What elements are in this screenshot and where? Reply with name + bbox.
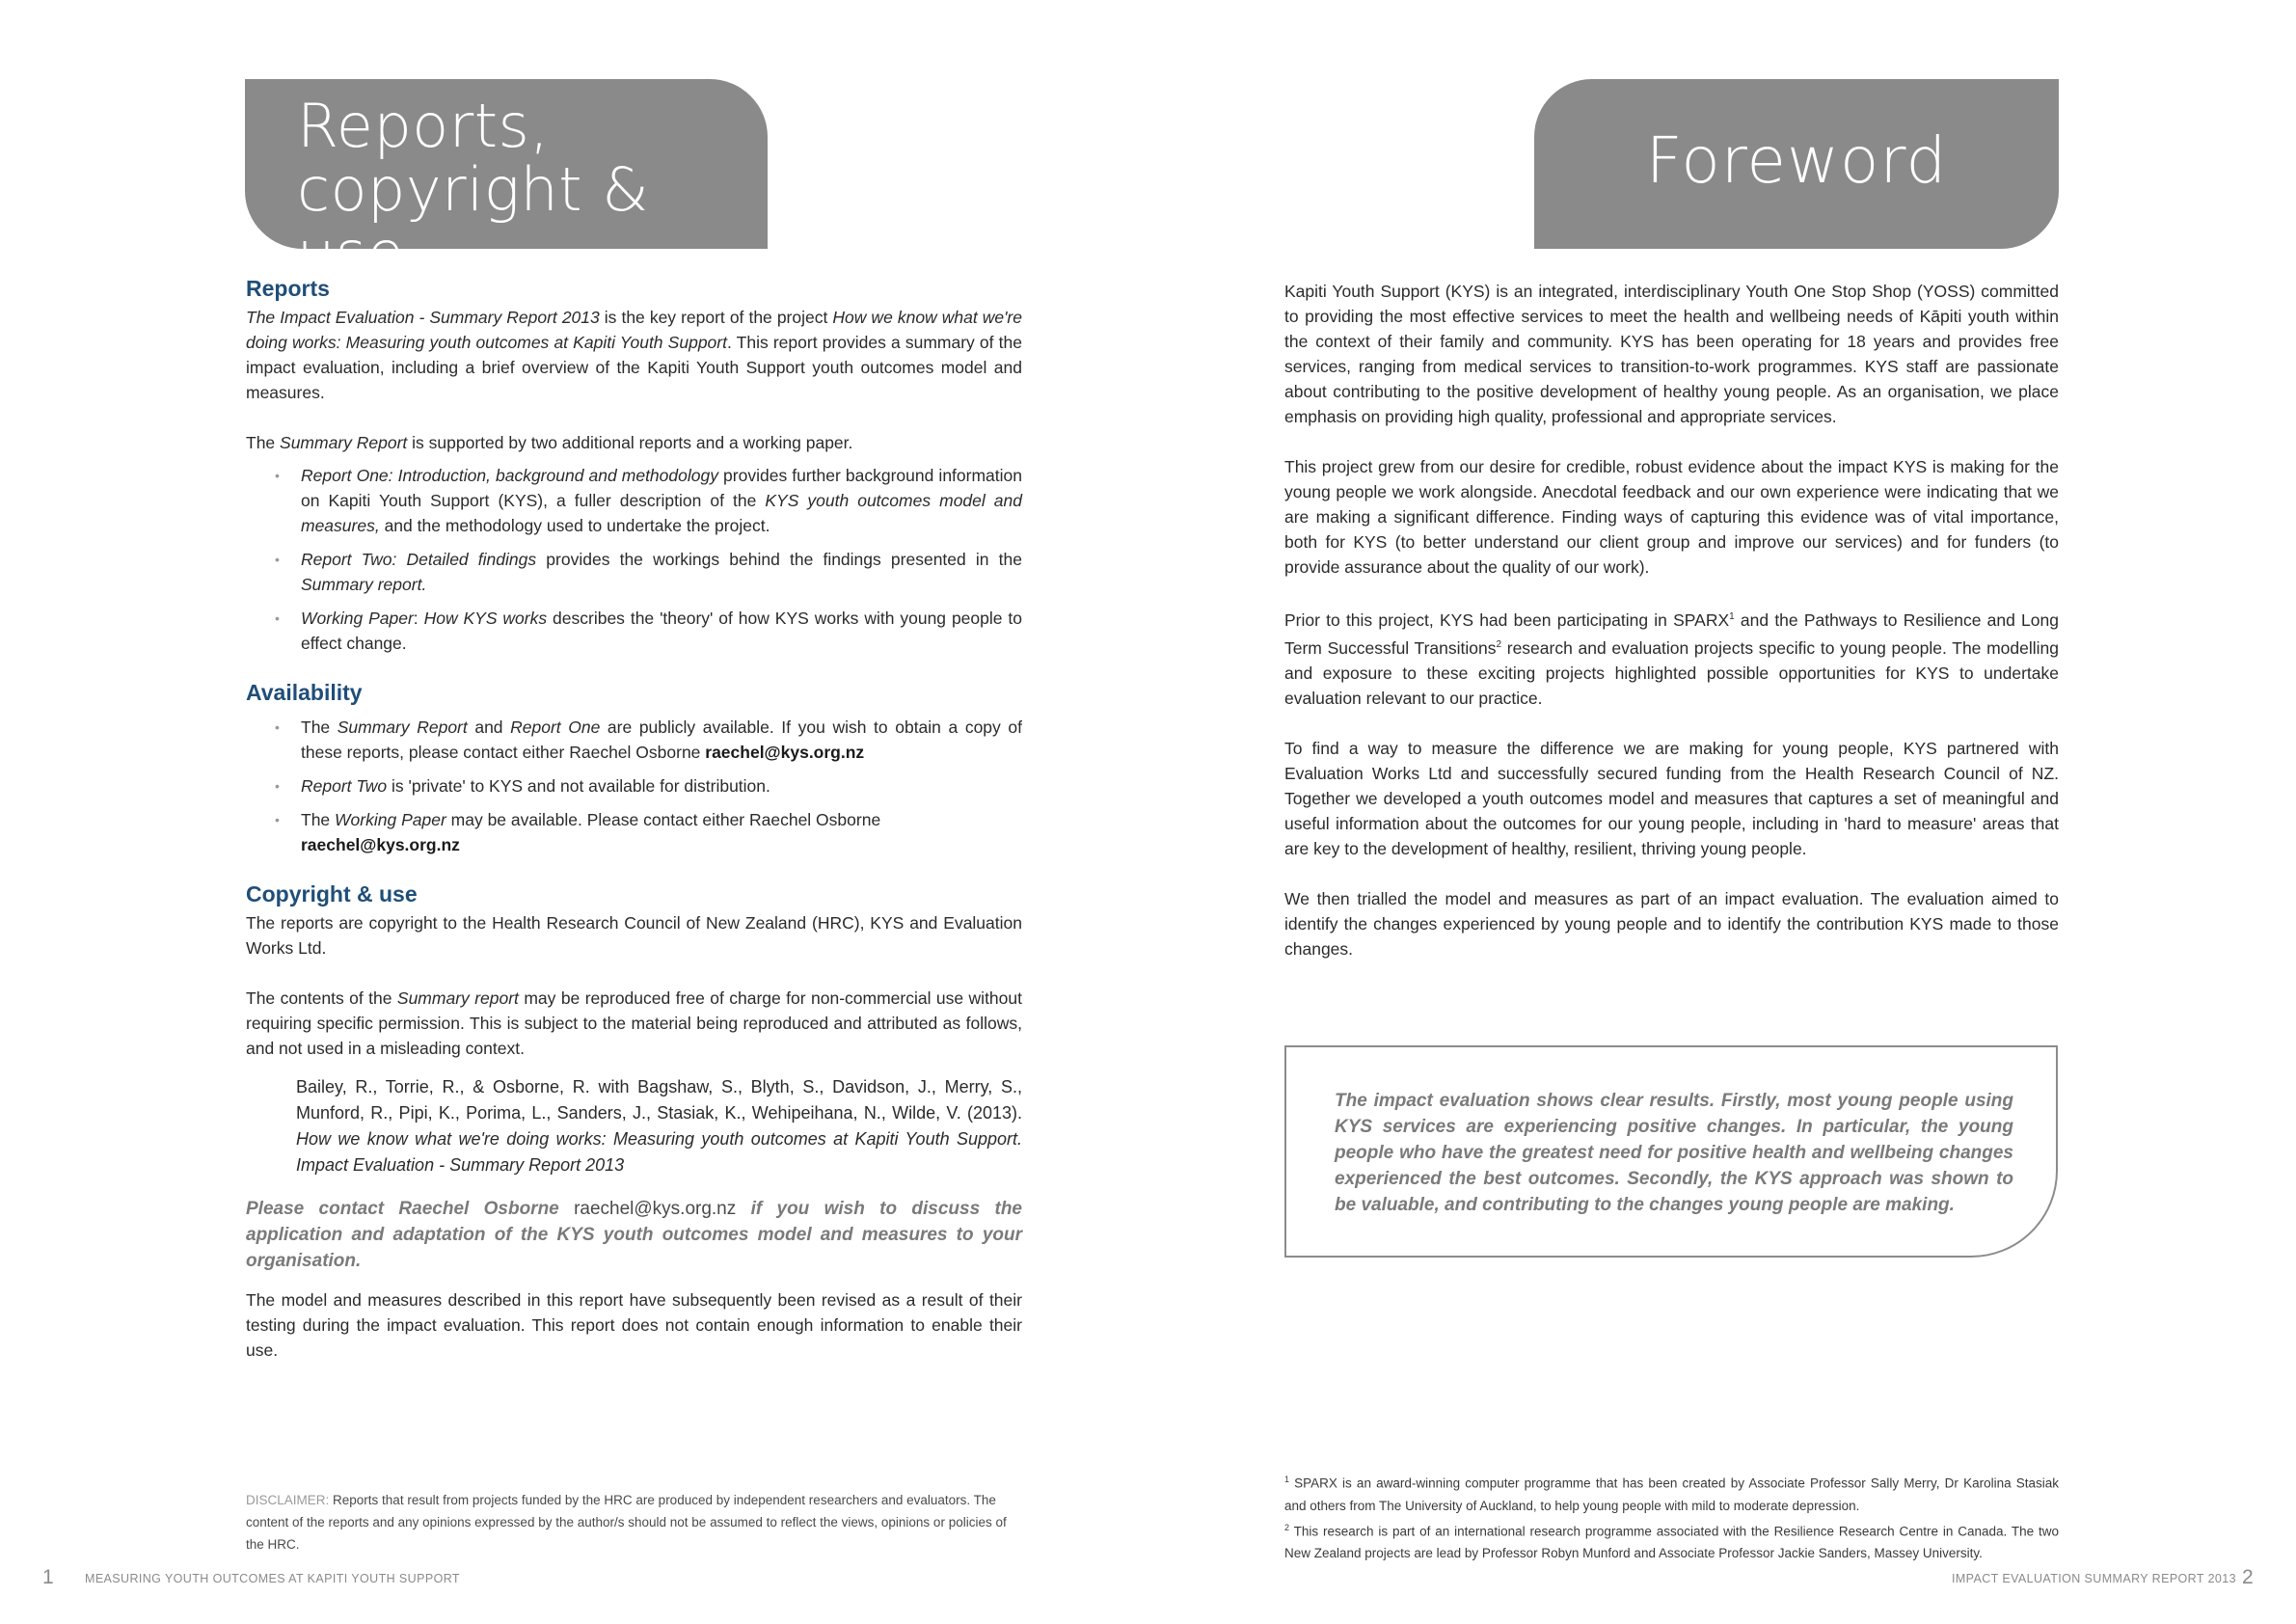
footnote-ref-1[interactable]: 1 (1729, 611, 1735, 622)
footnote-1 (1284, 1469, 2059, 1517)
footnotes (1284, 1469, 2059, 1564)
foreword-paragraph-5: We then trialled the model and measures as part of an impact evaluation. The evaluation aimed to identify the changes experienced by young people and to identify the contribution KYS made to those changes. (1284, 888, 2059, 959)
title-line-2: copyright & use (297, 154, 650, 288)
pull-quote-text: The impact evaluation shows clear results. Firstly, most young people using KYS services are experiencing positive changes. In particular, the young people who have the greatest need for positive health and wellbeing changes experienced the best outcomes. Secondly, the KYS approach was shown to be valuable, and contributing to the changes young people are making. (1335, 1091, 2013, 1215)
text: describes the 'theory' of how KYS works with young people to effect change. (301, 609, 1023, 653)
availability-list (246, 715, 1022, 857)
list-item (301, 606, 1022, 656)
title-line-1: Reports, (297, 91, 550, 161)
footnote-mark: 1 (1284, 1475, 1290, 1484)
foreword-paragraph-2: This project grew from our desire for credible, robust evidence about the impact KYS is making for the young people we work alongside. Anecdotal feedback and our own experience were indicating that we are making a significant difference. Finding ways of capturing this evidence was of vital importance, both for KYS (to better understand our client group and improve our services) and for funders (to provide assurance about the quality of our work). (1284, 457, 2059, 577)
text: provides the workings behind the findings presented in the (536, 550, 1023, 569)
copyright-paragraph-3: The model and measures described in this report have subsequently been revised as a result of their testing during the impact evaluation. This report does not contain enough information to enable their use. (246, 1290, 1022, 1360)
text: and (467, 717, 511, 737)
text: research and evaluation projects specific to young people. The modelling and exposure to these exciting projects highlighted possible opportunities for KYS to undertake evaluation relevant to our practice. (1284, 637, 2060, 708)
title-tab-reports (245, 79, 768, 288)
availability-heading: Availability (246, 680, 363, 705)
italic-text: Summary Report (280, 433, 408, 452)
text: is 'private' to KYS and not available for distribution. (387, 776, 770, 796)
email-link[interactable]: raechel@kys.org.nz (301, 835, 460, 854)
text: is supported by two additional reports and a working paper. (407, 433, 853, 452)
citation-title: How we know what we're doing works: Measuring youth outcomes at Kapiti Youth Support. Impact Evaluation - Summary Report 2013 (296, 1129, 1022, 1175)
copyright-heading: Copyright & use (246, 881, 418, 907)
copyright-paragraph-2 (246, 986, 1022, 1061)
list-item (301, 715, 1022, 765)
foreword-paragraph-4: To find a way to measure the difference we are making for young people, KYS partnered with Evaluation Works Ltd and successfully secured funding from the Health Research Council of NZ. Together we developed a youth outcomes model and measures that captures a set of meaningful and useful information about the outcomes for our young people, including in 'hard to measure' areas that are key to the development of healthy, resilient, thriving young people. (1284, 738, 2059, 858)
reports-paragraph-1 (246, 305, 1022, 405)
italic-text: Summary report (396, 988, 519, 1008)
disclaimer (246, 1489, 1022, 1556)
text: The contents of the (246, 988, 397, 1008)
italic-text: Report Two (301, 776, 388, 796)
disclaimer-label: DISCLAIMER: (246, 1493, 330, 1507)
contact-note (246, 1196, 1022, 1274)
list-item (301, 773, 1022, 798)
footnote-ref-2[interactable]: 2 (1496, 638, 1502, 650)
list-item (301, 547, 1022, 597)
foreword-paragraph-3 (1284, 605, 2059, 711)
title-tab-foreword (1534, 79, 2059, 249)
footnote-mark: 2 (1284, 1522, 1290, 1532)
page-number-right: 2 (2242, 1566, 2254, 1588)
footnote-text: SPARX is an award-winning computer programme that has been created by Associate Professor Sally Merry, Dr Karolina Stasiak and others from The University of Auckland, to help young people with mild to moderate depression. (1284, 1475, 2059, 1513)
running-head-left: MEASURING YOUTH OUTCOMES AT KAPITI YOUTH SUPPORT (85, 1572, 460, 1585)
italic-text: How KYS works (423, 609, 548, 628)
italic-text: Working Paper (335, 810, 446, 829)
text: The (246, 433, 281, 452)
email-link[interactable]: raechel@kys.org.nz (705, 743, 865, 762)
page-number-left: 1 (42, 1566, 54, 1588)
left-column (246, 274, 1022, 1363)
disclaimer-text: Reports that result from projects funded by the HRC are produced by independent researchers and evaluators. The content of the reports and any opinions expressed by the author/s should not be assumed to reflect the views, opinions or policies of the HRC. (246, 1493, 1007, 1552)
text: are publicly available. If you wish to obtain a copy of these reports, please contact either Raechel Osborne (301, 717, 1022, 762)
citation-authors: Bailey, R., Torrie, R., & Osborne, R. with Bagshaw, S., Blyth, S., Davidson, J., Merry, S., Munford, R., Pipi, K., Porima, L., Sanders, J., Stasiak, K., Wehipeihana, N., Wilde, V. (2013). (296, 1077, 1022, 1123)
text: and the methodology used to undertake the project. (379, 516, 770, 535)
running-head-right: IMPACT EVALUATION SUMMARY REPORT 2013 (1952, 1572, 2236, 1585)
copyright-paragraph-1: The reports are copyright to the Health Research Council of New Zealand (HRC), KYS and Evaluation Works Ltd. (246, 913, 1022, 958)
project-title-italic: How we know what we're doing works: Measuring youth outcomes at Kapiti Youth Support (246, 308, 1022, 352)
text: may be reproduced free of charge for non-commercial use without requiring specific permission. This is subject to the material being reproduced and attributed as follows, and not used in a misleading context. (246, 988, 1022, 1058)
italic-text: Working Paper (301, 609, 414, 628)
list-item (301, 463, 1022, 538)
text: The (301, 810, 336, 829)
reports-paragraph-2 (246, 430, 1022, 455)
footnote-2 (1284, 1517, 2059, 1565)
reports-heading: Reports (246, 276, 330, 301)
text: Please contact Raechel Osborne (246, 1199, 575, 1219)
text: and the Pathways to Resilience and Long Term Successful Transitions (1284, 609, 2059, 658)
list-item (301, 807, 1022, 857)
right-column (1284, 279, 2059, 961)
foreword-title: Foreword (1645, 123, 1948, 198)
text: may be available. Please contact either Raechel Osborne (446, 810, 881, 829)
page-title (297, 91, 768, 288)
italic-text: Report Two: Detailed findings (301, 550, 537, 569)
italic-text: Summary Report (337, 717, 468, 737)
report-title-italic: The Impact Evaluation - Summary Report 2013 (246, 308, 600, 327)
text: is the key report of the project (599, 308, 833, 327)
email-link[interactable]: raechel@kys.org.nz (574, 1199, 737, 1219)
reports-list (246, 463, 1022, 656)
text: Prior to this project, KYS had been participating in SPARX (1284, 609, 1730, 630)
italic-text: Report One: Introduction, background and methodology (301, 466, 718, 485)
text: if you wish to discuss the application and adaptation of the KYS youth outcomes model and measures to your organisation. (246, 1199, 1022, 1271)
text: The (301, 717, 338, 737)
footnote-text: This research is part of an international research programme associated with the Resilience Research Centre in Canada. The two New Zealand projects are lead by Professor Robyn Munford and Associate Professor Jackie Sanders, Massey University. (1284, 1524, 2059, 1560)
text: provides further background information on Kapiti Youth Support (KYS), a fuller description of the (301, 466, 1023, 510)
foreword-paragraph-1: Kapiti Youth Support (KYS) is an integrated, interdisciplinary Youth One Stop Shop (YOSS) committed to providing the most effective services to meet the health and wellbeing needs of Kāpiti youth within the context of their family and community. KYS has been operating for 18 years and provides free services, ranging from medical services to transition-to-work programmes. KYS staff are passionate about contributing to the positive development of healthy young people. As an organisation, we place emphasis on providing high quality, professional and appropriate services. (1284, 282, 2059, 426)
italic-text: KYS youth outcomes model and measures, (301, 491, 1022, 535)
citation (246, 1074, 1022, 1178)
text: : (413, 609, 424, 628)
italic-text: Summary report. (301, 575, 427, 594)
text: . This report provides a summary of the impact evaluation, including a brief overview of the Kapiti Youth Support youth outcomes model and measures. (246, 333, 1022, 402)
pull-quote-box (1284, 1045, 2058, 1258)
italic-text: Report One (510, 717, 601, 737)
